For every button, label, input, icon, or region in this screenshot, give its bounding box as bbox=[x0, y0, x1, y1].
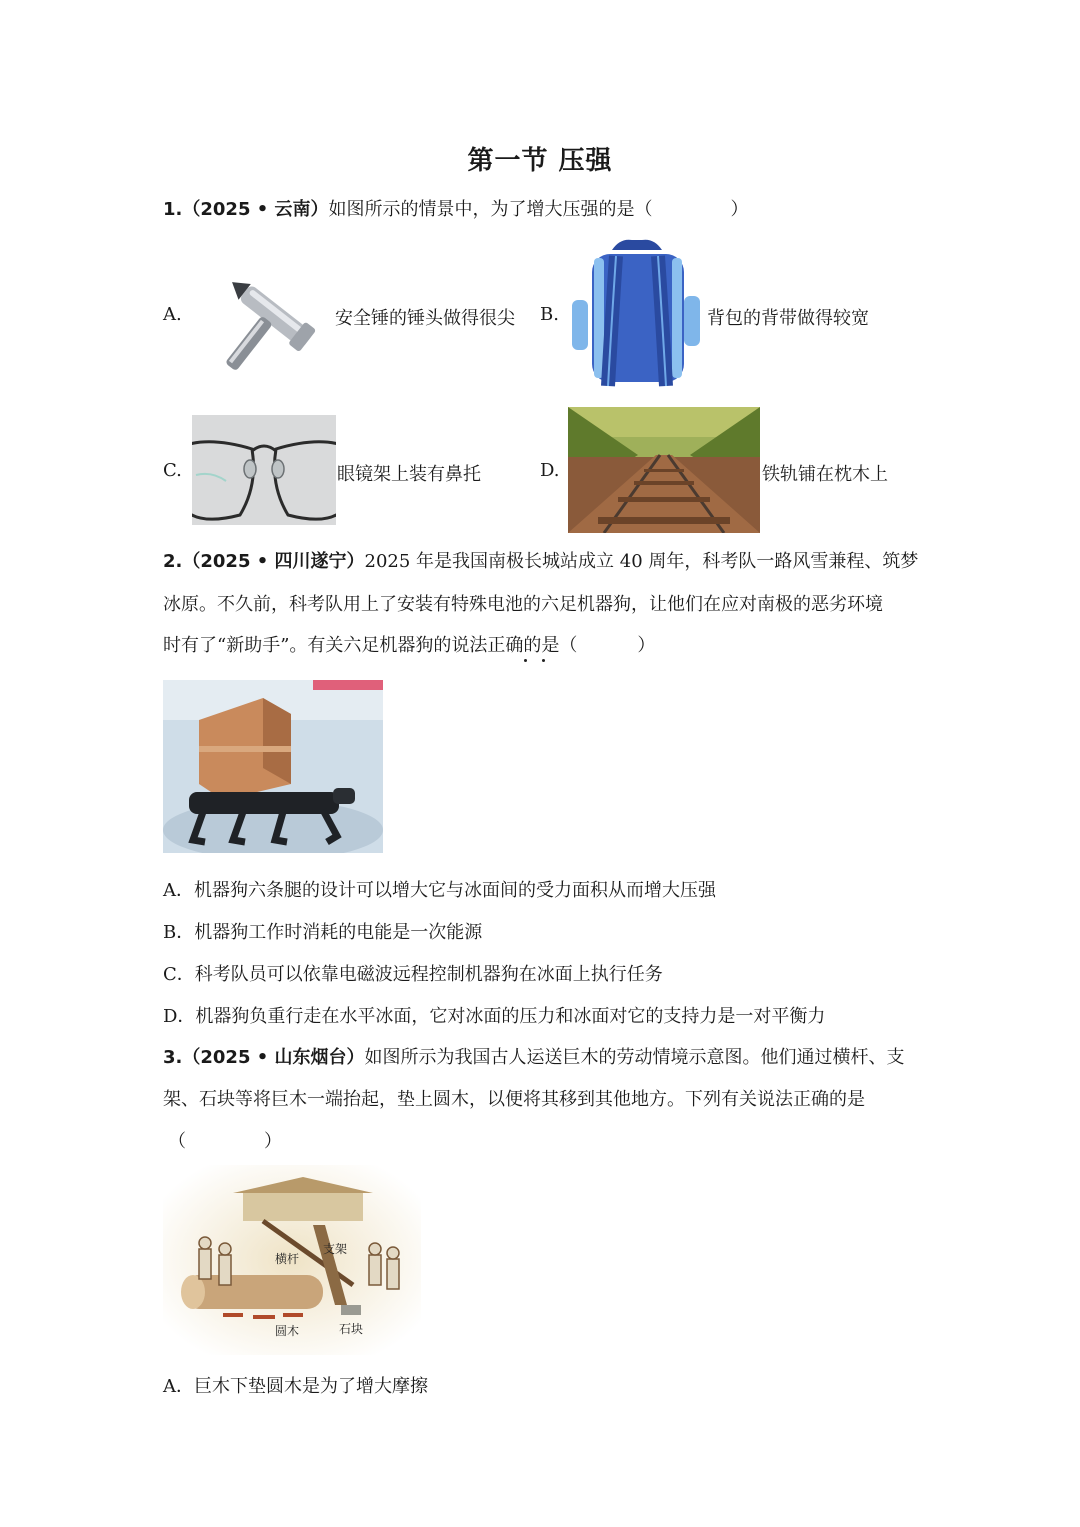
option-b-letter: B. bbox=[540, 304, 559, 325]
page-title: 第一节 压强 bbox=[467, 146, 613, 176]
label-stone: 石块 bbox=[339, 1322, 364, 1336]
emphasis-dot bbox=[524, 659, 527, 662]
robot-dog-image bbox=[163, 680, 383, 853]
option-c-letter: C. bbox=[163, 460, 182, 481]
question-2-text-3: 时有了“新助手”。有关六足机器狗的说法正确的是（ bbox=[163, 635, 578, 656]
question-3-open: （ bbox=[168, 1131, 186, 1152]
question-2-close: ） bbox=[637, 635, 656, 656]
question-2-source: （2025 • 四川遂宁） bbox=[182, 551, 365, 572]
option-b-text: 背包的背带做得较宽 bbox=[707, 308, 869, 329]
question-3-line-3 bbox=[168, 1128, 282, 1156]
question-2-option-d: D．机器狗负重行走在水平冰面，它对冰面的压力和冰面对它的支持力是一对平衡力 bbox=[163, 1006, 826, 1027]
glasses-image bbox=[192, 415, 336, 525]
question-2-number: 2. bbox=[163, 551, 183, 572]
question-3-line-2: 架、石块等将巨木一端抬起，垫上圆木，以便将其移到其他地方。下列有关说法正确的是 bbox=[163, 1089, 865, 1110]
question-2-line-1 bbox=[163, 548, 918, 576]
question-3-line-1 bbox=[163, 1044, 905, 1072]
ancient-transport-image bbox=[163, 1165, 421, 1355]
label-crossbar: 横杆 bbox=[275, 1252, 300, 1266]
question-3-number: 3. bbox=[163, 1047, 183, 1068]
question-3-close: ） bbox=[264, 1131, 282, 1152]
label-round-log: 圆木 bbox=[275, 1324, 300, 1338]
railway-image bbox=[568, 407, 760, 533]
question-1-number: 1. bbox=[163, 199, 183, 220]
question-1-stem bbox=[163, 196, 749, 224]
emphasis-dot bbox=[542, 659, 545, 662]
question-2-text-1: 2025 年是我国南极长城站成立 40 周年，科考队一路风雪兼程、筑梦 bbox=[364, 551, 919, 572]
question-1-text: 如图所示的情景中，为了增大压强的是（ bbox=[328, 199, 653, 220]
question-2-line-3 bbox=[163, 632, 655, 660]
option-d-letter: D. bbox=[540, 460, 560, 481]
question-1-close: ） bbox=[730, 199, 749, 220]
question-3-option-a: A．巨木下垫圆木是为了增大摩擦 bbox=[163, 1376, 428, 1397]
backpack-image bbox=[568, 236, 706, 392]
option-d-text: 铁轨铺在枕木上 bbox=[762, 464, 888, 485]
option-a-text: 安全锤的锤头做得很尖 bbox=[335, 308, 515, 329]
question-3-text-1: 如图所示为我国古人运送巨木的劳动情境示意图。他们通过横杆、支 bbox=[364, 1047, 905, 1068]
option-a-letter: A. bbox=[163, 304, 182, 325]
safety-hammer-image bbox=[205, 254, 333, 378]
option-c-text: 眼镜架上装有鼻托 bbox=[337, 464, 481, 485]
question-1-source: （2025 • 云南） bbox=[182, 199, 329, 220]
question-2-option-c: C．科考队员可以依靠电磁波远程控制机器狗在冰面上执行任务 bbox=[163, 964, 663, 985]
question-2-option-a: A．机器狗六条腿的设计可以增大它与冰面间的受力面积从而增大压强 bbox=[163, 880, 716, 901]
question-2-line-2: 冰原。不久前，科考队用上了安装有特殊电池的六足机器狗，让他们在应对南极的恶劣环境 bbox=[163, 594, 883, 615]
label-support: 支架 bbox=[323, 1242, 348, 1256]
question-2-option-b: B．机器狗工作时消耗的电能是一次能源 bbox=[163, 922, 483, 943]
question-3-source: （2025 • 山东烟台） bbox=[182, 1047, 365, 1068]
